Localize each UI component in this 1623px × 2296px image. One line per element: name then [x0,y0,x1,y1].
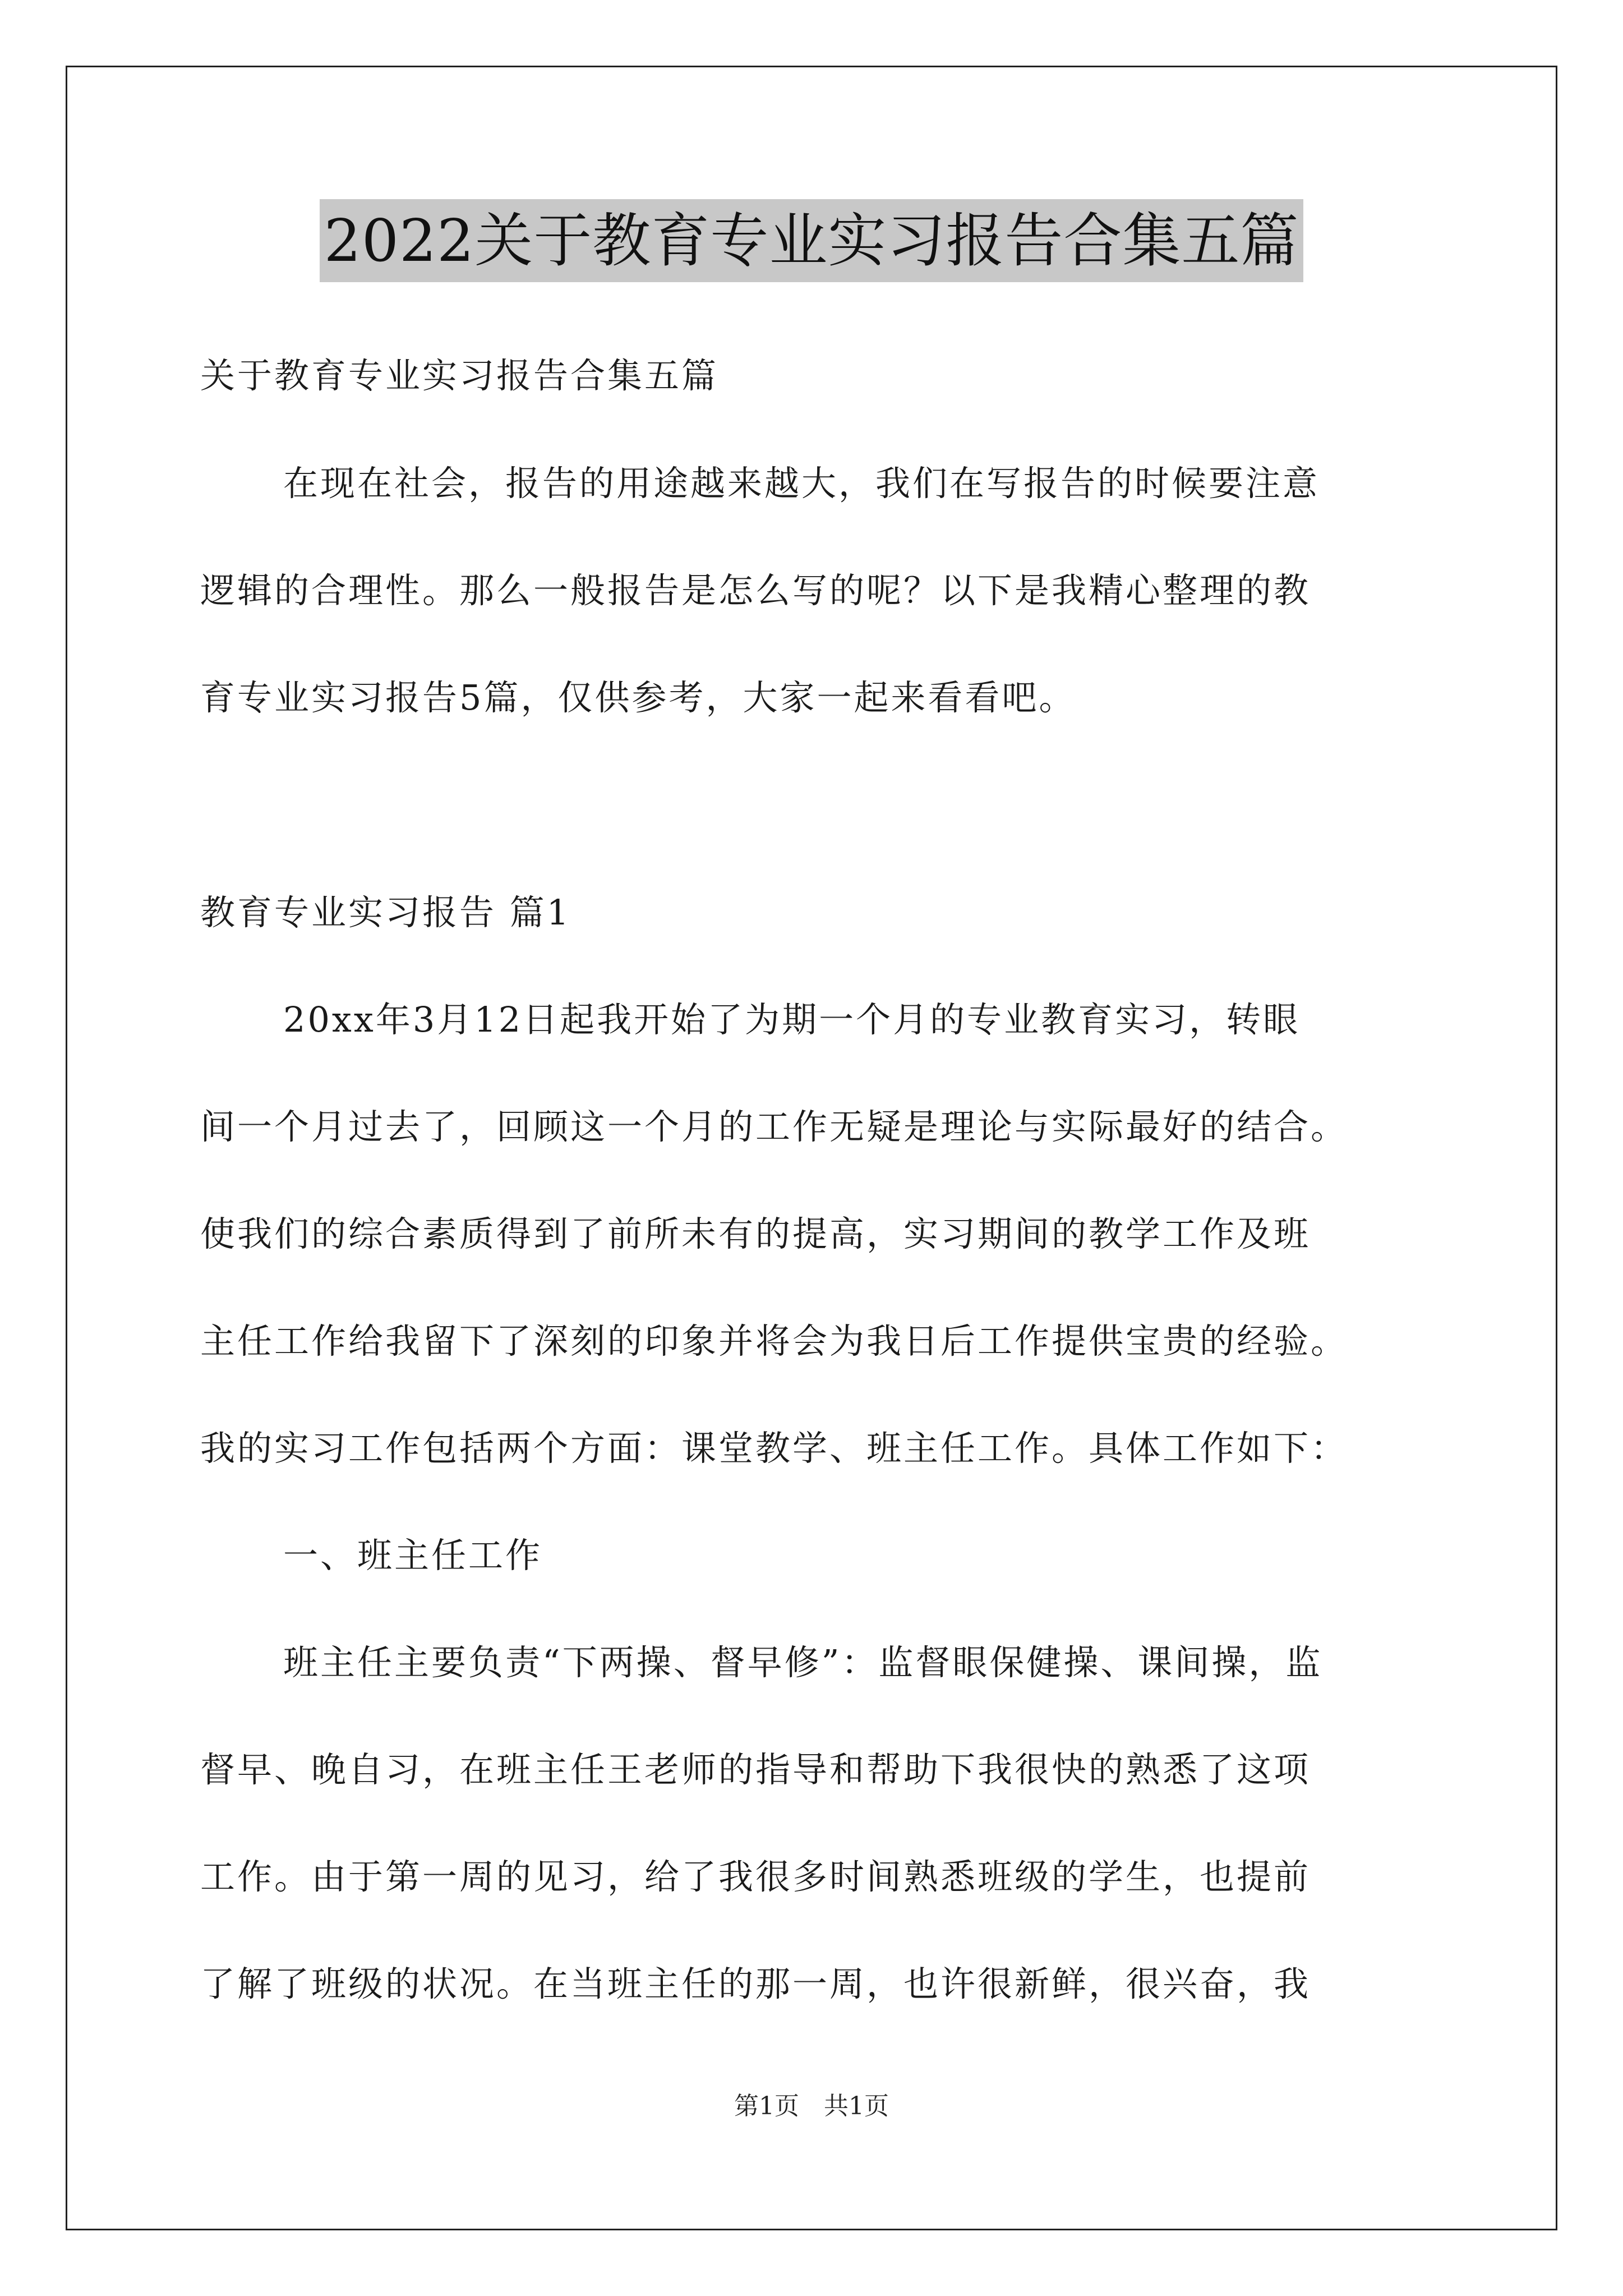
paragraph-line: 了解了班级的状况。在当班主任的那一周，也许很新鲜，很兴奋，我 [200,1963,1311,2004]
subheading: 一、班主任工作 [283,1535,543,1576]
paragraph-line: 主任工作给我留下了深刻的印象并将会为我日后工作提供宝贵的经验。 [200,1320,1348,1361]
section-heading: 教育专业实习报告 篇1 [200,892,571,933]
intro-line: 在现在社会，报告的用途越来越大，我们在写报告的时候要注意 [283,463,1320,504]
paragraph-line: 使我们的综合素质得到了前所未有的提高，实习期间的教学工作及班 [200,1213,1311,1254]
title-container [0,199,1623,282]
paragraph-line: 督早、晚自习，在班主任王老师的指导和帮助下我很快的熟悉了这项 [200,1749,1311,1790]
page-footer: 第1页 共1页 [734,2092,889,2120]
paragraph-line: 班主任主要负责“下两操、督早修”：监督眼保健操、课间操，监 [283,1642,1323,1683]
paragraph-line: 20xx年3月12日起我开始了为期一个月的专业教育实习，转眼 [283,999,1301,1040]
intro-line: 逻辑的合理性。那么一般报告是怎么写的呢？以下是我精心整理的教 [200,570,1311,611]
paragraph-line: 间一个月过去了，回顾这一个月的工作无疑是理论与实际最好的结合。 [200,1106,1348,1147]
intro-line: 育专业实习报告5篇，仅供参考，大家一起来看看吧。 [200,677,1076,718]
paragraph-line: 工作。由于第一周的见习，给了我很多时间熟悉班级的学生，也提前 [200,1856,1311,1897]
document-subtitle: 关于教育专业实习报告合集五篇 [200,355,719,396]
document-title: 2022关于教育专业实习报告合集五篇 [320,199,1304,282]
paragraph-line: 我的实习工作包括两个方面：课堂教学、班主任工作。具体工作如下： [200,1428,1348,1469]
